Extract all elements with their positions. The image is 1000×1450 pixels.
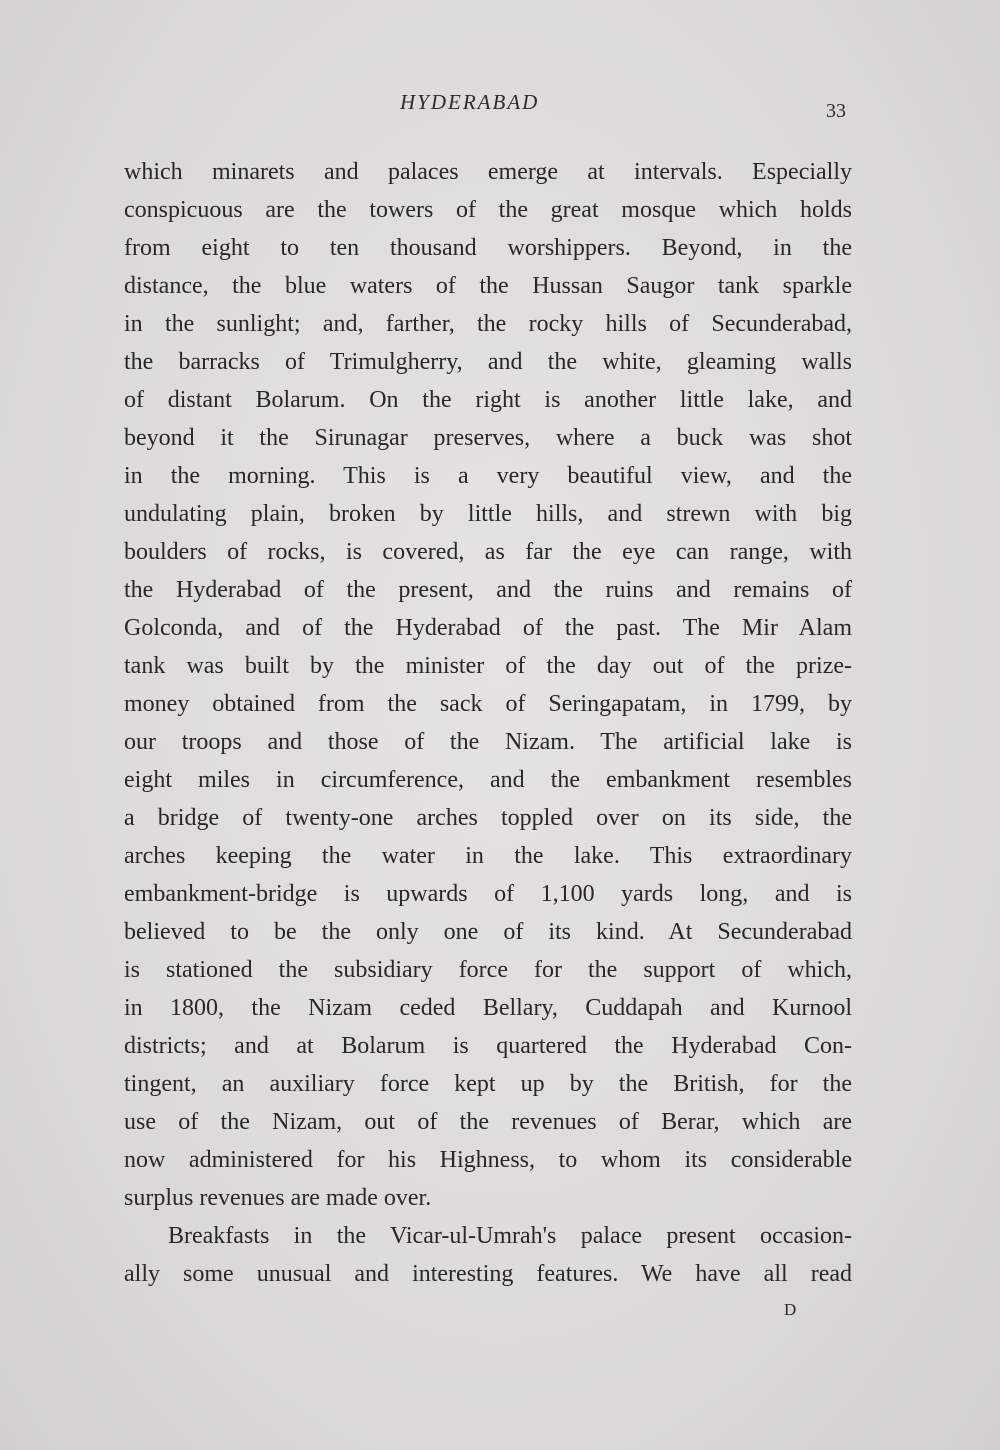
body-text: [124, 153, 852, 1293]
text-line: embankment-bridge is upwards of 1,100 yards long, and is: [124, 881, 852, 907]
text-line: which minarets and palaces emerge at intervals. Especially: [124, 159, 852, 185]
text-line: our troops and those of the Nizam. The artificial lake is: [124, 729, 852, 755]
text-line: believed to be the only one of its kind. At Secunderabad: [124, 919, 852, 945]
text-line: tank was built by the minister of the day out of the prize-: [124, 653, 852, 679]
text-line: arches keeping the water in the lake. This extraordinary: [124, 843, 852, 869]
text-line: in the morning. This is a very beautiful view, and the: [124, 463, 852, 489]
text-line: boulders of rocks, is covered, as far the eye can range, with: [124, 539, 852, 565]
text-line: money obtained from the sack of Seringapatam, in 1799, by: [124, 691, 852, 717]
text-line: undulating plain, broken by little hills, and strewn with big: [124, 501, 852, 527]
text-line: tingent, an auxiliary force kept up by the British, for the: [124, 1071, 852, 1097]
text-line: beyond it the Sirunagar preserves, where a buck was shot: [124, 425, 852, 451]
text-line: eight miles in circumference, and the embankment resembles: [124, 767, 852, 793]
text-line: Golconda, and of the Hyderabad of the past. The Mir Alam: [124, 615, 852, 641]
text-line: is stationed the subsidiary force for the support of which,: [124, 957, 852, 983]
text-line: in 1800, the Nizam ceded Bellary, Cuddapah and Kurnool: [124, 995, 852, 1021]
text-line: of distant Bolarum. On the right is another little lake, and: [124, 387, 852, 413]
text-line: the Hyderabad of the present, and the ruins and remains of: [124, 577, 852, 603]
text-line: the barracks of Trimulgherry, and the white, gleaming walls: [124, 349, 852, 375]
text-line: in the sunlight; and, farther, the rocky hills of Secunderabad,: [124, 311, 852, 337]
page-title: HYDERABAD: [400, 90, 540, 114]
text-line: use of the Nizam, out of the revenues of Berar, which are: [124, 1109, 852, 1135]
text-line: distance, the blue waters of the Hussan Saugor tank sparkle: [124, 273, 852, 299]
text-line: districts; and at Bolarum is quartered the Hyderabad Con-: [124, 1033, 852, 1059]
signature-mark: D: [784, 1300, 797, 1319]
text-line: now administered for his Highness, to whom its considerable: [124, 1147, 852, 1173]
text-line: a bridge of twenty-one arches toppled over on its side, the: [124, 805, 852, 831]
text-line: ally some unusual and interesting features. We have all read: [124, 1261, 852, 1287]
text-line: from eight to ten thousand worshippers. Beyond, in the: [124, 235, 852, 261]
running-head: [0, 90, 1000, 120]
paragraph-end-line: surplus revenues are made over.: [124, 1185, 432, 1211]
text-line: conspicuous are the towers of the great mosque which holds: [124, 197, 852, 223]
page-number: 33: [826, 100, 846, 122]
paragraph-start-line: Breakfasts in the Vicar-ul-Umrah's palace present occasion-: [168, 1223, 852, 1249]
